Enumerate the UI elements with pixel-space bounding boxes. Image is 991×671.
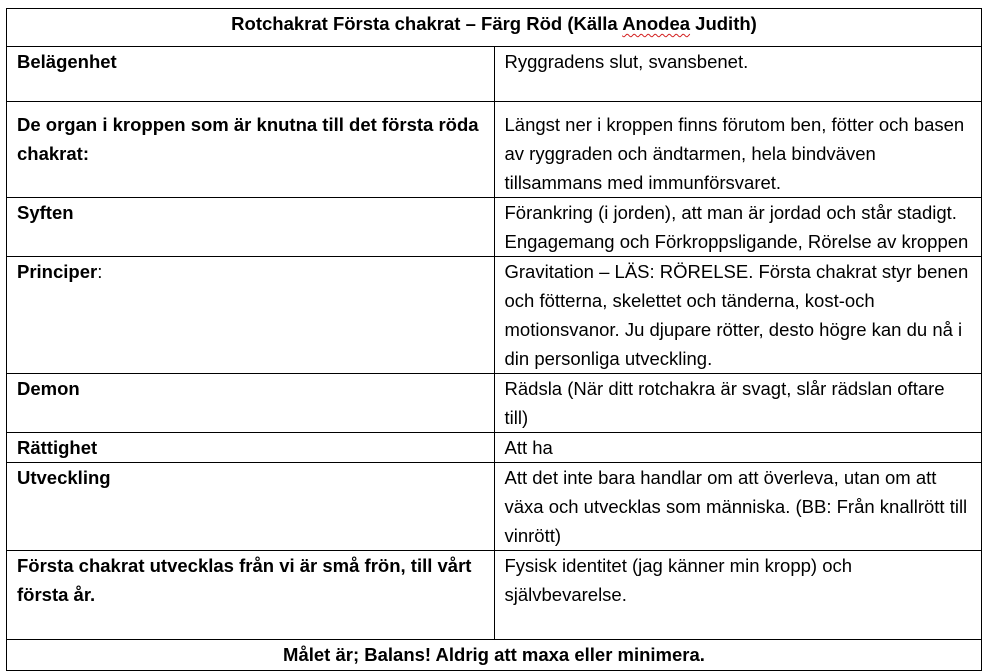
row-label: Belägenhet (7, 47, 495, 102)
table-row (7, 433, 982, 463)
row-label: Principer: (7, 257, 495, 374)
row-value: Rädsla (När ditt rotchakra är svagt, slår rädslan oftare till) (494, 374, 982, 433)
row-label: De organ i kroppen som är knutna till det första röda chakrat: (7, 102, 495, 198)
table-row (7, 463, 982, 551)
table-title: Rotchakrat Första chakrat – Färg Röd (Källa Anodea Judith) (7, 9, 982, 47)
table-row (7, 47, 982, 102)
row-value: Att ha (494, 433, 982, 463)
table-row (7, 374, 982, 433)
row-value: Ryggradens slut, svansbenet. (494, 47, 982, 102)
table-row (7, 551, 982, 640)
row-value (494, 198, 982, 257)
table-row (7, 198, 982, 257)
row-label: Rättighet (7, 433, 495, 463)
title-row (7, 9, 982, 47)
row-value: Att det inte bara handlar om att överleva, utan om att växa och utvecklas som människa. (BB: Från knallrött till vinrött) (494, 463, 982, 551)
value-line: Engagemang och Förkroppsligande, Rörelse av kroppen (504, 231, 969, 252)
row-value: Gravitation – LÄS: RÖRELSE. Första chakrat styr benen och fötterna, skelettet och tänderna, kost-och motionsvanor. Ju djupare rötter, desto högre kan du nå i din personliga utveckling. (494, 257, 982, 374)
row-label: Utveckling (7, 463, 495, 551)
row-label: Demon (7, 374, 495, 433)
row-value: Fysisk identitet (jag känner min kropp) och självbevarelse. (494, 551, 982, 640)
value-line: Förankring (i jorden), att man är jordad och står stadigt. (504, 202, 957, 223)
row-label: Syften (7, 198, 495, 257)
table-footer: Målet är; Balans! Aldrig att maxa eller minimera. (7, 640, 982, 671)
row-value: Längst ner i kroppen finns förutom ben, fötter och basen av ryggraden och ändtarmen, hela bindväven tillsammans med immunförsvaret. (494, 102, 982, 198)
footer-row (7, 640, 982, 671)
row-label: Första chakrat utvecklas från vi är små frön, till vårt första år. (7, 551, 495, 640)
spellcheck-word: Anodea (622, 13, 691, 34)
chakra-table (6, 8, 982, 671)
table-row (7, 257, 982, 374)
table-row (7, 102, 982, 198)
